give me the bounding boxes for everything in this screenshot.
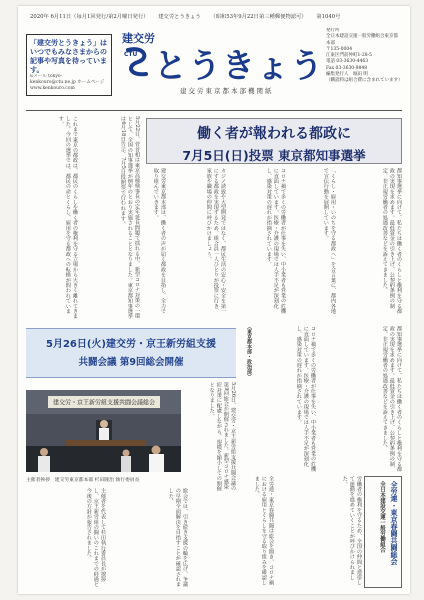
headline-support-conference (26, 328, 236, 378)
publisher-line: 〒135-0004 (326, 46, 353, 52)
publisher-line: 江東区門前仲町1-28-5 (326, 53, 372, 59)
publisher-line: 電話 03-3630-4463 (326, 59, 369, 65)
publisher-line: 編集発行人 堀田 明 (326, 72, 368, 78)
publisher-line: 全日本建設交運一般労働組合東京都本部 (326, 34, 398, 46)
article-column: コロナ禍で多くの労働者が仕事を失い、中小業者も営業の危機に直面しています。医療・介護の現場では人手不足が深刻化し、感染対策の遅れが指摘されています。 (265, 168, 286, 314)
side-headline-2: 全日本建設交運一般労働組合 (379, 481, 385, 553)
article-credit: （東京都本部・政治部） (246, 324, 252, 379)
issue-number: 第1040号 (316, 14, 341, 20)
headline-line-1: 5月26日(火)建交労・京王新労組支援 (45, 339, 216, 350)
headline-governor-election (146, 118, 402, 164)
article-column: 建交労東京都本部は、働く者の声が届く都政を目指し、全力で取り組んでいきます。 (152, 168, 166, 314)
issue-info-line (30, 12, 400, 24)
side-headline-box (364, 476, 402, 588)
headline-line-1: 働く者が報われる都政に (197, 126, 351, 142)
photo-caption: 主催者挨拶 建交労東京都本部 杉田隆治 執行委員長 (26, 478, 140, 483)
article-column: 全労連・東京春闘共闘は総会を開き、コロナ禍における雇用とくらしを守る取り組みを確認しました。 (253, 476, 274, 586)
newspaper-page (18, 6, 410, 594)
publisher-line: 発行所 (326, 28, 340, 33)
photo-image (26, 390, 181, 472)
paper-organization: 建交労東京都本部機関紙 (180, 87, 274, 95)
ctu-logo-text: CTU (124, 51, 138, 58)
article-column: コロナ禍で多くの労働者が仕事を失い、中小業者も営業の危機に直面しています。医療・介護の現場では人手不足が深刻化し、感染対策の遅れが指摘されています。 (295, 326, 316, 472)
publisher-line: （購読料は組合費に含まれています） (326, 78, 402, 84)
masthead (26, 26, 402, 110)
article-column: 都知事選挙に向けて、私たちは働く者のくらしと権利を守る都政の実現を求めます。最低賃金の引き上げ、公契約条例の制定、非正規労働者の処遇改善などを訴えてきました。 (381, 326, 402, 472)
issue-postal-permit: （昭和53年9月22日第三種郵便物認可） (210, 14, 307, 20)
paper-logo (118, 30, 328, 100)
article-column: 「くらし・雇用・いのちを守る都政へ」を合言葉に、都内各地で宣伝行動を展開しています。 (322, 168, 336, 314)
article-column: 5月26日、建交労・京王新労組支援共闘会議の第9回総会が開催されました。新型コロナ感染症対策に配慮しながら、規模を縮小しての開催となりました。 (208, 382, 236, 492)
contact-info: Eメール tokyo-kenkouro@ctu.ne.jp ホームページ www.kenkouro.com (30, 74, 105, 91)
issue-paper-name: 建交労とうきょう (158, 14, 201, 20)
article-column: 5月22日、菅首相は東京高検検事長の定年延長問題で揺れる中、新型コロナ対策の一環として、全国の知事選挙が例年のとおり実施されることとなりました。東京都知事選挙は6月18日告示、7月5日投開票で行われます。 (119, 116, 140, 319)
photo-banner-text: 建交労・京王新労組支援共闘会議総会 (52, 399, 156, 407)
paper-title: とうきょう (154, 46, 324, 85)
article-column: これまで東京の都政は、都民のくらしや働く者の権利を守る立場から大きく離れてきました。今回の選挙では、都民の命とくらし、雇用を守る都政への転換が問われています。 (57, 116, 78, 319)
issue-date: 2020年 6月11日（毎月1回発行/第2月曜日発行） (30, 14, 149, 20)
ctu-logo-icon (120, 44, 154, 78)
article-column: 総会では、引き続き支援の輪を広げ、争議の早期全面解決を目指すことが確認されました。 (167, 488, 188, 587)
reader-submission-text: 「建交労とうきょう」はいつでもみなさまからの記事や写真を待っています。 (30, 38, 107, 74)
article-column: 都知事選挙に向けて、私たちは働く者のくらしと権利を守る都政の実現を求めます。最低賃金の引き上げ、公契約条例の制定、非正規労働者の処遇改善などを訴えてきました。 (381, 168, 402, 314)
publisher-line: Fax 03-3630-9848 (326, 65, 368, 71)
article-column: 労働者の権利を守るため、全国の仲間と連帯して運動を進めていくことが呼びかけられました。 (341, 476, 362, 586)
logo-prefix: 建交労 (122, 32, 155, 45)
headline-line-2: 共闘会議 第9回総会開催 (78, 357, 184, 368)
article-column: 主催者を代表して杉田執行委員長が挨拶し、京王新労組の闘いのこれまでの経過と今後の方針が報告されました。 (85, 488, 106, 587)
reader-submission-box (26, 34, 112, 96)
side-headline-1: 全労連・東京春闘共闘総会 (390, 481, 398, 565)
publisher-info (326, 28, 402, 100)
headline-line-2: 7月5日(日)投票 東京都知事選挙 (182, 148, 366, 163)
article-column: カジノ誘致や大型開発ではなく、都民生活の安心・安全を第一にする都政を実現するため、組合員一人ひとりが投票に行き、家族や職場の仲間に呼びかけましょう。 (205, 168, 226, 314)
masthead-divider (26, 110, 402, 111)
meeting-photo (26, 390, 181, 472)
